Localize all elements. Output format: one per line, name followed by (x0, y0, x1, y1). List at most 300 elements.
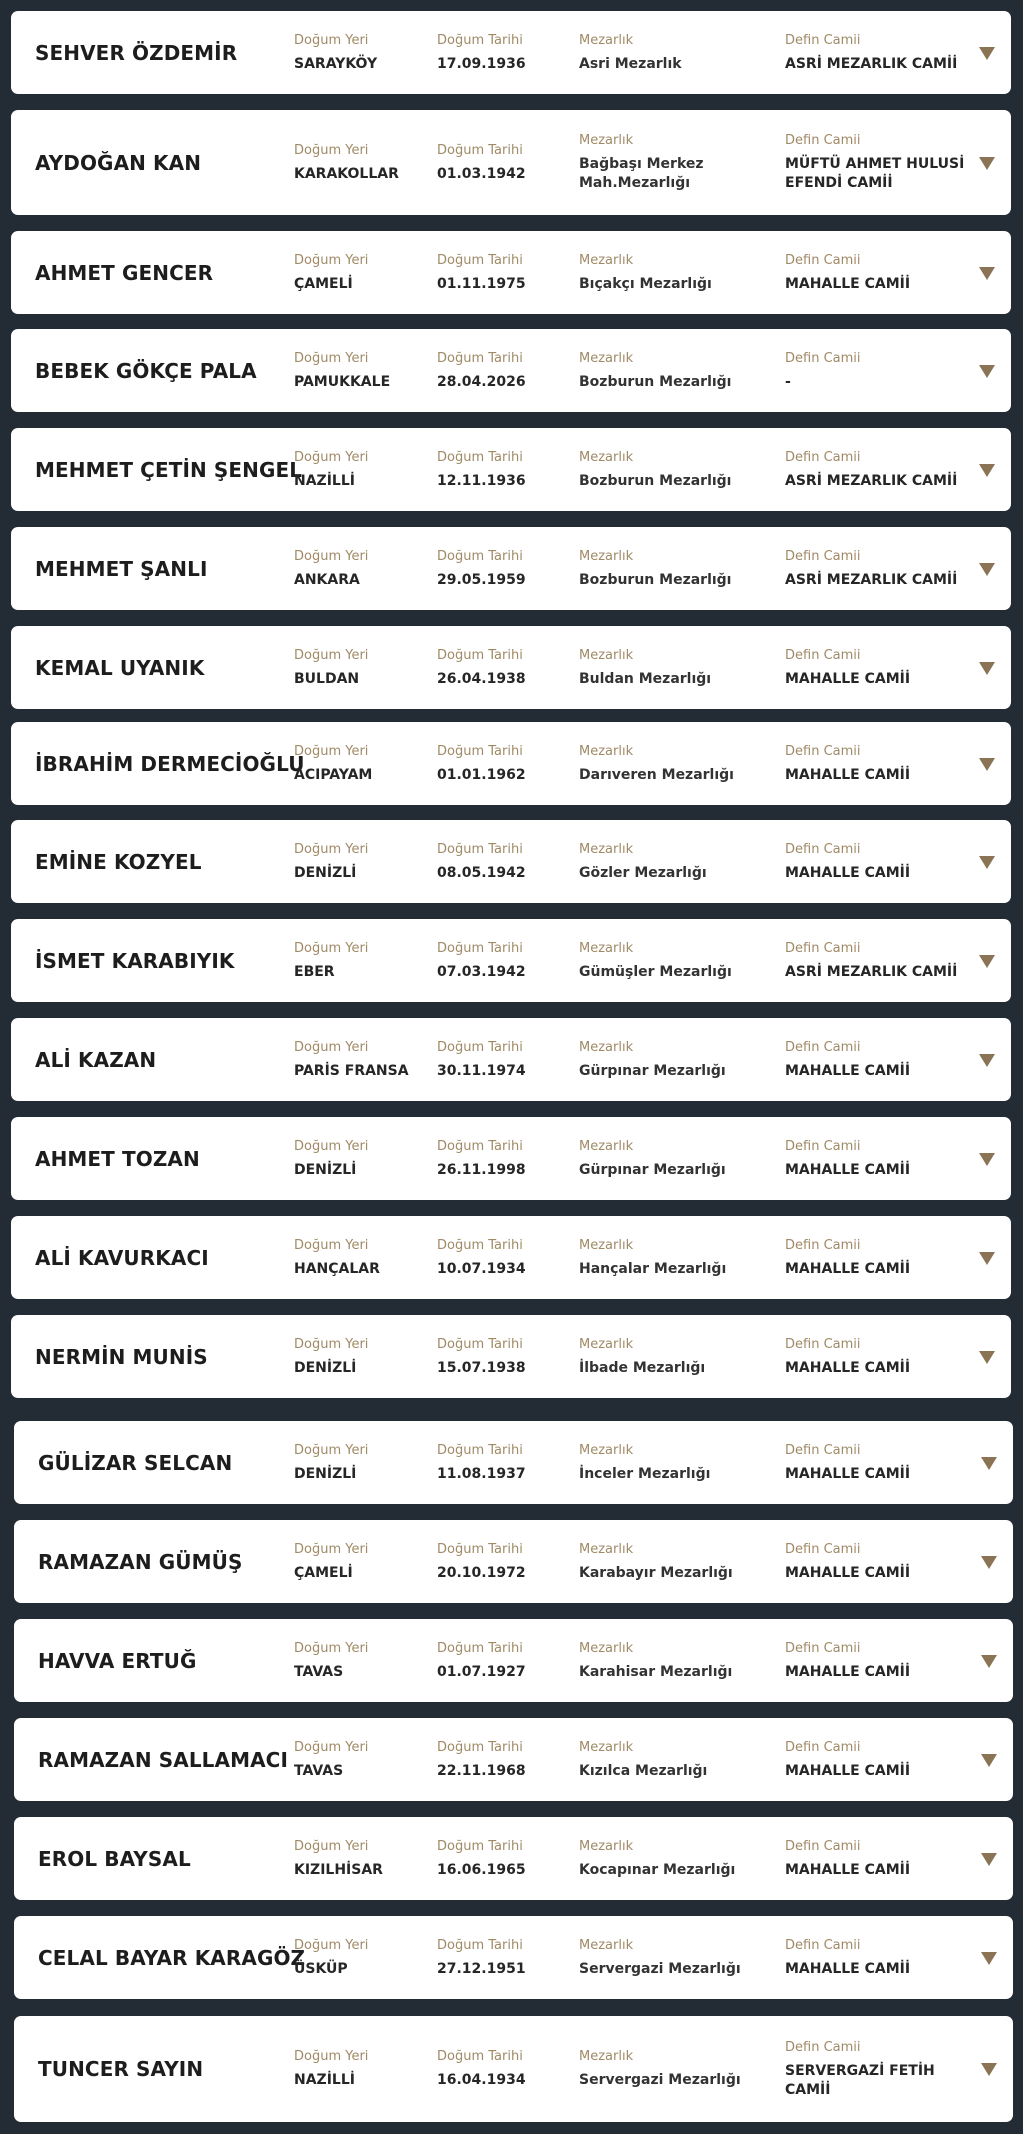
deceased-name: BEBEK GÖKÇE PALA (35, 358, 257, 383)
birthdate-value: 30.11.1974 (437, 1062, 526, 1079)
chevron-down-icon[interactable] (979, 1153, 995, 1166)
birthdate-value: 16.04.1934 (437, 2072, 526, 2088)
birthdate-label: Doğum Tarihi (437, 1937, 523, 1953)
birthdate-value: 08.05.1942 (437, 864, 526, 881)
birthdate-label: Doğum Tarihi (437, 1336, 523, 1352)
cemetery-label: Mezarlık (579, 1937, 634, 1953)
funeral-mosque-label: Defin Camii (785, 252, 861, 268)
birthdate-label: Doğum Tarihi (437, 1640, 523, 1656)
birthplace-label: Doğum Yeri (294, 940, 369, 956)
cemetery-column (579, 1817, 735, 1900)
birthplace-value: ANKARA (294, 571, 360, 588)
funeral-mosque-column (785, 428, 957, 511)
funeral-card-ali-kavurkaci[interactable] (11, 1216, 1011, 1299)
funeral-mosque-label: Defin Camii (785, 1442, 861, 1458)
funeral-mosque-value: MAHALLE CAMİİ (785, 766, 911, 783)
funeral-card-ramazan-sallamaci[interactable] (14, 1718, 1013, 1801)
funeral-mosque-value: MAHALLE CAMİİ (785, 1260, 911, 1277)
cemetery-label: Mezarlık (579, 1442, 634, 1458)
deceased-name: AHMET TOZAN (35, 1146, 200, 1171)
funeral-mosque-label: Defin Camii (785, 1237, 861, 1253)
birthplace-column (294, 1216, 380, 1299)
birthdate-column (437, 1619, 526, 1702)
deceased-name: KEMAL UYANIK (35, 655, 205, 680)
cemetery-label: Mezarlık (579, 133, 634, 148)
birthplace-column (294, 1619, 368, 1702)
birthplace-value: ÜSKÜP (294, 1960, 348, 1977)
birthplace-column (294, 1817, 383, 1900)
birthdate-column (437, 1018, 526, 1101)
cemetery-label: Mezarlık (579, 1336, 634, 1352)
chevron-down-icon[interactable] (979, 267, 995, 280)
funeral-mosque-label: Defin Camii (785, 1739, 861, 1755)
birthplace-label: Doğum Yeri (294, 142, 369, 158)
birthdate-column (437, 2016, 526, 2122)
deceased-name: RAMAZAN SALLAMACI (38, 1747, 288, 1772)
cemetery-value: Kızılca Mezarlığı (579, 1762, 708, 1779)
birthdate-label: Doğum Tarihi (437, 449, 523, 465)
funeral-mosque-column (785, 722, 910, 805)
funeral-mosque-column (785, 1421, 910, 1504)
deceased-name: EMİNE KOZYEL (35, 849, 202, 874)
chevron-down-icon[interactable] (981, 1754, 997, 1767)
birthplace-label: Doğum Yeri (294, 2049, 369, 2064)
cemetery-label: Mezarlık (579, 940, 634, 956)
birthdate-value: 26.11.1998 (437, 1161, 526, 1178)
birthdate-value: 12.11.1936 (437, 472, 526, 489)
cemetery-label: Mezarlık (579, 2049, 634, 2064)
cemetery-value: Kocapınar Mezarlığı (579, 1861, 736, 1878)
birthplace-value: TAVAS (294, 1762, 344, 1779)
cemetery-value: Bozburun Mezarlığı (579, 472, 732, 489)
funeral-mosque-column (785, 1718, 910, 1801)
birthplace-value: PARİS FRANSA (294, 1062, 409, 1079)
birthplace-value: ÇAMELİ (294, 1564, 353, 1581)
cemetery-column (579, 428, 731, 511)
cemetery-column (579, 1718, 707, 1801)
birthplace-value: KIZILHİSAR (294, 1861, 383, 1878)
cemetery-column (579, 722, 734, 805)
cemetery-column (579, 11, 682, 94)
cemetery-column (579, 1216, 726, 1299)
birthplace-value: DENİZLİ (294, 864, 357, 881)
birthdate-value: 29.05.1959 (437, 571, 526, 588)
deceased-name: İBRAHİM DERMECİOĞLU (35, 751, 305, 776)
birthplace-column (294, 11, 377, 94)
funeral-card-erol-baysal[interactable] (14, 1817, 1013, 1900)
funeral-mosque-value: MAHALLE CAMİİ (785, 1564, 911, 1581)
birthdate-label: Doğum Tarihi (437, 1237, 523, 1253)
chevron-down-icon[interactable] (979, 464, 995, 477)
birthdate-column (437, 1216, 526, 1299)
birthplace-value: BULDAN (294, 670, 360, 687)
funeral-card-gulizar-selcan[interactable] (14, 1421, 1013, 1504)
funeral-mosque-label: Defin Camii (785, 1336, 861, 1352)
birthplace-value: ACIPAYAM (294, 766, 373, 783)
cemetery-column (579, 820, 707, 903)
birthplace-column (294, 1718, 368, 1801)
chevron-down-icon[interactable] (979, 758, 995, 771)
funeral-card-nermin-munis[interactable] (11, 1315, 1011, 1398)
birthplace-value: EBER (294, 963, 335, 980)
birthplace-column (294, 428, 368, 511)
birthdate-label: Doğum Tarihi (437, 841, 523, 857)
birthdate-label: Doğum Tarihi (437, 142, 523, 158)
funeral-mosque-label: Defin Camii (785, 32, 861, 48)
deceased-name: TUNCER SAYIN (38, 2057, 204, 2081)
funeral-mosque-label: Defin Camii (785, 133, 861, 148)
funeral-mosque-label: Defin Camii (785, 647, 861, 663)
cemetery-label: Mezarlık (579, 252, 634, 268)
birthdate-value: 01.11.1975 (437, 275, 526, 292)
birthplace-column (294, 527, 368, 610)
funeral-mosque-value: MAHALLE CAMİİ (785, 1062, 911, 1079)
birthplace-label: Doğum Yeri (294, 1442, 369, 1458)
birthdate-value: 10.07.1934 (437, 1260, 526, 1277)
birthplace-label: Doğum Yeri (294, 1739, 369, 1755)
funeral-mosque-label: Defin Camii (785, 940, 861, 956)
birthdate-column (437, 820, 526, 903)
birthdate-label: Doğum Tarihi (437, 350, 523, 366)
chevron-down-icon[interactable] (979, 157, 995, 170)
funeral-card-ismet-karabiyik[interactable] (11, 919, 1011, 1002)
cemetery-value: İlbade Mezarlığı (579, 1359, 706, 1376)
birthplace-value: TAVAS (294, 1663, 344, 1680)
funeral-card-aydogan-kan[interactable] (11, 110, 1011, 215)
cemetery-value: İnceler Mezarlığı (579, 1465, 711, 1482)
cemetery-value: Gümüşler Mezarlığı (579, 963, 732, 980)
funeral-mosque-value: MAHALLE CAMİİ (785, 1861, 911, 1878)
cemetery-value: Servergazi Mezarlığı (579, 2072, 741, 2088)
birthplace-label: Doğum Yeri (294, 1138, 369, 1154)
deceased-name: AHMET GENCER (35, 260, 214, 285)
chevron-down-icon[interactable] (979, 856, 995, 869)
funeral-mosque-column (785, 527, 957, 610)
birthdate-column (437, 428, 526, 511)
cemetery-value: Bağbaşı Merkez Mah.Mezarlığı (579, 156, 704, 191)
birthplace-value: KARAKOLLAR (294, 165, 399, 182)
birthdate-label: Doğum Tarihi (437, 1541, 523, 1557)
birthplace-label: Doğum Yeri (294, 350, 369, 366)
deceased-name: EROL BAYSAL (38, 1846, 191, 1871)
chevron-down-icon[interactable] (981, 1853, 997, 1866)
birthdate-label: Doğum Tarihi (437, 1138, 523, 1154)
birthplace-label: Doğum Yeri (294, 1237, 369, 1253)
birthdate-label: Doğum Tarihi (437, 743, 523, 759)
cemetery-column (579, 527, 731, 610)
funeral-mosque-column (785, 1018, 910, 1101)
birthdate-value: 01.07.1927 (437, 1663, 526, 1680)
funeral-mosque-value: MAHALLE CAMİİ (785, 1359, 911, 1376)
birthplace-label: Doğum Yeri (294, 1937, 369, 1953)
birthdate-value: 27.12.1951 (437, 1960, 526, 1977)
birthplace-value: ÇAMELİ (294, 275, 353, 292)
cemetery-value: Servergazi Mezarlığı (579, 1960, 741, 1977)
funeral-mosque-value: MAHALLE CAMİİ (785, 1161, 911, 1178)
chevron-down-icon[interactable] (979, 1054, 995, 1067)
birthplace-label: Doğum Yeri (294, 1541, 369, 1557)
funeral-mosque-column (785, 1916, 910, 1999)
funeral-mosque-label: Defin Camii (785, 350, 861, 366)
deceased-name: AYDOĞAN KAN (35, 150, 202, 175)
funeral-mosque-value: SERVERGAZİ FETİH CAMİİ (785, 2062, 935, 2098)
birthplace-label: Doğum Yeri (294, 1336, 369, 1352)
birthdate-value: 16.06.1965 (437, 1861, 526, 1878)
cemetery-column (579, 110, 704, 215)
birthplace-label: Doğum Yeri (294, 647, 369, 663)
funeral-mosque-value: MAHALLE CAMİİ (785, 864, 911, 881)
birthdate-value: 11.08.1937 (437, 1465, 526, 1482)
chevron-down-icon[interactable] (979, 47, 995, 60)
chevron-down-icon[interactable] (981, 2063, 997, 2076)
funeral-mosque-value: MAHALLE CAMİİ (785, 1663, 911, 1680)
cemetery-label: Mezarlık (579, 449, 634, 465)
funeral-mosque-label: Defin Camii (785, 1039, 861, 1055)
funeral-mosque-column (785, 1520, 910, 1603)
cemetery-value: Gürpınar Mezarlığı (579, 1161, 726, 1178)
funeral-mosque-value: MAHALLE CAMİİ (785, 670, 911, 687)
birthplace-value: SARAYKÖY (294, 55, 378, 72)
cemetery-label: Mezarlık (579, 1739, 634, 1755)
birthdate-column (437, 1718, 526, 1801)
birthplace-column (294, 919, 368, 1002)
birthdate-value: 26.04.1938 (437, 670, 526, 687)
birthdate-value: 20.10.1972 (437, 1564, 526, 1581)
funeral-card-emine-kozyel[interactable] (11, 820, 1011, 903)
funeral-mosque-label: Defin Camii (785, 1937, 861, 1953)
funeral-card-ahmet-gencer[interactable] (11, 231, 1011, 314)
deceased-name: HAVVA ERTUĞ (38, 1648, 197, 1673)
chevron-down-icon[interactable] (979, 1351, 995, 1364)
birthdate-column (437, 1520, 526, 1603)
funeral-mosque-column (785, 110, 964, 215)
funeral-card-ali-kazan[interactable] (11, 1018, 1011, 1101)
birthdate-value: 07.03.1942 (437, 963, 526, 980)
birthdate-label: Doğum Tarihi (437, 1442, 523, 1458)
birthdate-label: Doğum Tarihi (437, 548, 523, 564)
funeral-mosque-label: Defin Camii (785, 1541, 861, 1557)
birthdate-label: Doğum Tarihi (437, 32, 523, 48)
birthplace-column (294, 329, 390, 412)
chevron-down-icon[interactable] (979, 662, 995, 675)
birthplace-column (294, 1018, 409, 1101)
cemetery-label: Mezarlık (579, 1039, 634, 1055)
birthdate-column (437, 110, 526, 215)
chevron-down-icon[interactable] (981, 1952, 997, 1965)
funeral-mosque-value: MÜFTÜ AHMET HULUSİ EFENDİ CAMİİ (785, 156, 965, 191)
birthdate-value: 01.03.1942 (437, 165, 526, 182)
birthplace-label: Doğum Yeri (294, 1838, 369, 1854)
funeral-mosque-column (785, 1117, 910, 1200)
funeral-mosque-column (785, 626, 910, 709)
funeral-mosque-column (785, 1619, 910, 1702)
cemetery-value: Karabayır Mezarlığı (579, 1564, 733, 1581)
cemetery-value: Karahisar Mezarlığı (579, 1663, 733, 1680)
funeral-mosque-label: Defin Camii (785, 743, 861, 759)
cemetery-label: Mezarlık (579, 350, 634, 366)
birthplace-column (294, 626, 368, 709)
funeral-mosque-label: Defin Camii (785, 841, 861, 857)
birthplace-column (294, 820, 368, 903)
funeral-mosque-label: Defin Camii (785, 1138, 861, 1154)
cemetery-label: Mezarlık (579, 841, 634, 857)
funeral-mosque-value: MAHALLE CAMİİ (785, 1960, 911, 1977)
cemetery-label: Mezarlık (579, 1138, 634, 1154)
chevron-down-icon[interactable] (981, 1655, 997, 1668)
cemetery-label: Mezarlık (579, 548, 634, 564)
birthplace-column (294, 1117, 368, 1200)
funeral-card-bebek-gokce-pala[interactable] (11, 329, 1011, 412)
birthplace-value: NAZİLLİ (294, 472, 355, 489)
funeral-mosque-value: ASRİ MEZARLIK CAMİİ (785, 472, 958, 489)
birthplace-column (294, 231, 368, 314)
deceased-name: ALİ KAVURKACI (35, 1245, 209, 1270)
cemetery-label: Mezarlık (579, 647, 634, 663)
birthdate-column (437, 1315, 526, 1398)
funeral-mosque-column (785, 2016, 935, 2122)
deceased-name: NERMİN MUNİS (35, 1344, 208, 1369)
funeral-card-sehver-ozdemir[interactable] (11, 11, 1011, 94)
cemetery-column (579, 1916, 741, 1999)
birthdate-column (437, 329, 526, 412)
birthplace-value: DENİZLİ (294, 1161, 357, 1178)
birthdate-label: Doğum Tarihi (437, 1039, 523, 1055)
cemetery-column (579, 1619, 732, 1702)
funeral-mosque-value: MAHALLE CAMİİ (785, 1762, 911, 1779)
funeral-card-mehmet-cetin-sengel[interactable] (11, 428, 1011, 511)
funeral-card-mehmet-sanli[interactable] (11, 527, 1011, 610)
funeral-card-tuncer-sayin[interactable] (14, 2016, 1013, 2122)
chevron-down-icon[interactable] (979, 955, 995, 968)
birthdate-column (437, 1421, 526, 1504)
birthdate-label: Doğum Tarihi (437, 1838, 523, 1854)
funeral-mosque-column (785, 11, 957, 94)
birthdate-column (437, 231, 526, 314)
chevron-down-icon[interactable] (981, 1556, 997, 1569)
birthdate-column (437, 527, 526, 610)
cemetery-column (579, 231, 712, 314)
birthplace-column (294, 1421, 368, 1504)
chevron-down-icon[interactable] (979, 1252, 995, 1265)
cemetery-value: Bozburun Mezarlığı (579, 373, 732, 390)
funeral-mosque-label: Defin Camii (785, 1838, 861, 1854)
birthdate-column (437, 919, 526, 1002)
funeral-mosque-column (785, 820, 910, 903)
deceased-name: CELAL BAYAR KARAGÖZ (38, 1945, 306, 1970)
cemetery-label: Mezarlık (579, 1541, 634, 1557)
cemetery-label: Mezarlık (579, 1237, 634, 1253)
birthplace-value: NAZİLLİ (294, 2072, 355, 2088)
chevron-down-icon[interactable] (979, 563, 995, 576)
funeral-card-celal-bayar-karagoz[interactable] (14, 1916, 1013, 1999)
cemetery-label: Mezarlık (579, 743, 634, 759)
birthplace-value: PAMUKKALE (294, 373, 391, 390)
deceased-name: ALİ KAZAN (35, 1047, 157, 1072)
birthdate-label: Doğum Tarihi (437, 940, 523, 956)
birthplace-value: DENİZLİ (294, 1465, 357, 1482)
birthplace-column (294, 110, 399, 215)
birthplace-column (294, 1520, 368, 1603)
funeral-mosque-value: - (785, 373, 791, 390)
cemetery-label: Mezarlık (579, 1838, 634, 1854)
birthplace-label: Doğum Yeri (294, 32, 369, 48)
cemetery-column (579, 626, 711, 709)
cemetery-column (579, 329, 731, 412)
cemetery-value: Bıçakçı Mezarlığı (579, 275, 712, 292)
funeral-card-ramazan-gumus[interactable] (14, 1520, 1013, 1603)
cemetery-column (579, 1421, 710, 1504)
funeral-card-ibrahim-dermecioglu[interactable] (11, 722, 1011, 805)
birthplace-label: Doğum Yeri (294, 252, 369, 268)
birthdate-value: 01.01.1962 (437, 766, 526, 783)
birthdate-column (437, 1117, 526, 1200)
funeral-mosque-column (785, 919, 957, 1002)
birthplace-column (294, 2016, 368, 2122)
funeral-mosque-value: MAHALLE CAMİİ (785, 1465, 911, 1482)
birthdate-label: Doğum Tarihi (437, 1739, 523, 1755)
birthdate-column (437, 11, 526, 94)
cemetery-column (579, 1117, 726, 1200)
funeral-mosque-value: MAHALLE CAMİİ (785, 275, 911, 292)
birthplace-column (294, 722, 372, 805)
funeral-mosque-column (785, 1817, 910, 1900)
funeral-mosque-value: ASRİ MEZARLIK CAMİİ (785, 571, 958, 588)
funeral-card-kemal-uyanik[interactable] (11, 626, 1011, 709)
birthdate-label: Doğum Tarihi (437, 252, 523, 268)
birthdate-label: Doğum Tarihi (437, 647, 523, 663)
cemetery-value: Buldan Mezarlığı (579, 670, 712, 687)
birthplace-label: Doğum Yeri (294, 1039, 369, 1055)
cemetery-value: Darıveren Mezarlığı (579, 766, 734, 783)
funeral-mosque-label: Defin Camii (785, 1640, 861, 1656)
funeral-mosque-value: ASRİ MEZARLIK CAMİİ (785, 963, 958, 980)
birthplace-label: Doğum Yeri (294, 1640, 369, 1656)
cemetery-column (579, 919, 732, 1002)
cemetery-label: Mezarlık (579, 1640, 634, 1656)
cemetery-value: Gözler Mezarlığı (579, 864, 707, 881)
cemetery-column (579, 1018, 726, 1101)
birthdate-column (437, 626, 526, 709)
funeral-mosque-label: Defin Camii (785, 548, 861, 564)
chevron-down-icon[interactable] (979, 365, 995, 378)
funeral-card-ahmet-tozan[interactable] (11, 1117, 1011, 1200)
birthdate-value: 28.04.2026 (437, 373, 526, 390)
birthdate-column (437, 722, 526, 805)
birthplace-value: DENİZLİ (294, 1359, 357, 1376)
birthplace-value: HANÇALAR (294, 1260, 380, 1277)
chevron-down-icon[interactable] (981, 1457, 997, 1470)
deceased-name: RAMAZAN GÜMÜŞ (38, 1549, 243, 1574)
cemetery-value: Gürpınar Mezarlığı (579, 1062, 726, 1079)
deceased-name: MEHMET ŞANLI (35, 556, 208, 581)
funeral-mosque-column (785, 329, 861, 412)
birthdate-value: 15.07.1938 (437, 1359, 526, 1376)
birthplace-label: Doğum Yeri (294, 548, 369, 564)
birthplace-label: Doğum Yeri (294, 743, 369, 759)
birthdate-value: 17.09.1936 (437, 55, 526, 72)
cemetery-value: Asri Mezarlık (579, 55, 682, 72)
cemetery-column (579, 2016, 741, 2122)
birthplace-label: Doğum Yeri (294, 841, 369, 857)
funeral-card-havva-ertug[interactable] (14, 1619, 1013, 1702)
birthdate-column (437, 1817, 526, 1900)
deceased-name: GÜLİZAR SELCAN (38, 1450, 233, 1475)
deceased-name: SEHVER ÖZDEMİR (35, 40, 238, 65)
birthplace-label: Doğum Yeri (294, 449, 369, 465)
birthdate-label: Doğum Tarihi (437, 2049, 523, 2064)
funeral-mosque-label: Defin Camii (785, 449, 861, 465)
birthplace-column (294, 1916, 368, 1999)
